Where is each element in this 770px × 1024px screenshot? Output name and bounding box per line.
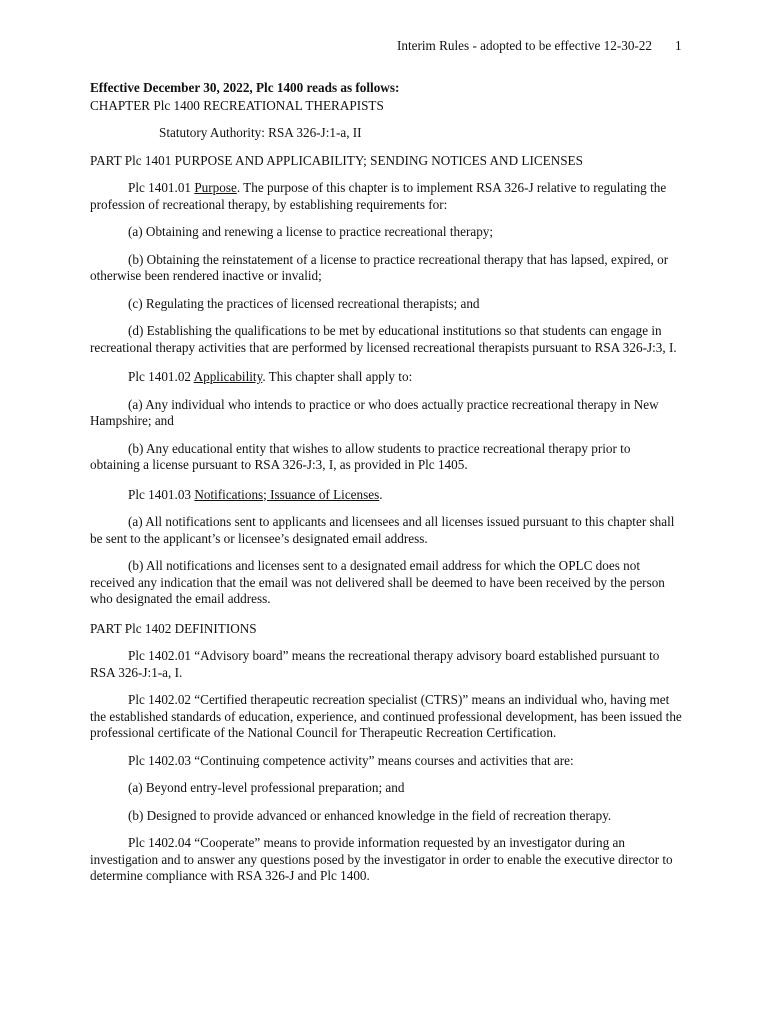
paragraph-1401-01-d: (d) Establishing the qualifications to be met by educational institutions so that students can engage in recreational therapy activities that are performed by licensed recreational therapists pursuant to RSA 326-J:3, I. <box>90 323 677 355</box>
effective-statement: Effective December 30, 2022, Plc 1400 reads as follows: <box>90 80 400 95</box>
paragraph-1401-03-a: (a) All notifications sent to applicants and licensees and all licenses issued pursuant to this chapter shall be sent to the applicant’s or licensee’s designated email address. <box>90 514 675 546</box>
section-text: . This chapter shall apply to: <box>262 369 413 384</box>
section-heading: Notifications; Issuance of Licenses <box>194 486 380 502</box>
paragraph-1401-01-c: (c) Regulating the practices of licensed recreational therapists; and <box>128 295 480 311</box>
section-1402-01: Plc 1402.01 “Advisory board” means the recreational therapy advisory board established pursuant to RSA 326-J:1-a, I. <box>90 648 660 680</box>
section-text: . <box>379 486 383 502</box>
section-heading: Purpose <box>194 180 237 195</box>
section-number: Plc 1401.02 <box>128 369 194 384</box>
section-heading: Applicability <box>193 369 263 384</box>
section-1402-04: Plc 1402.04 “Cooperate” means to provide information requested by an investigator during an investigation and to answer any questions posed by the investigator in order to enable the executive director to determine compliance with RSA 326-J and Plc 1400. <box>90 835 673 883</box>
header-text: Interim Rules - adopted to be effective 12-30-22 <box>397 38 652 53</box>
section-1401-03 <box>90 487 682 504</box>
section-1401-02 <box>90 369 682 386</box>
page-number: 1 <box>675 38 682 53</box>
paragraph-1401-03-b: (b) All notifications and licenses sent to a designated email address for which the OPLC does not received any indication that the email was not delivered shall be deemed to have been received by the person who designated the email address. <box>90 558 665 606</box>
part-1401-title: PART Plc 1401 PURPOSE AND APPLICABILITY; SENDING NOTICES AND LICENSES <box>90 152 583 168</box>
section-text: . The purpose of this chapter is to implement RSA 326-J relative to regulating the profession of recreational therapy, by establishing requirements for: <box>90 180 667 212</box>
chapter-title: CHAPTER Plc 1400 RECREATIONAL THERAPISTS <box>90 97 384 113</box>
paragraph-1401-02-b: (b) Any educational entity that wishes to allow students to practice recreational therapy prior to obtaining a license pursuant to RSA 326-J:3, I, as provided in Plc 1405. <box>90 440 631 472</box>
section-1402-03: Plc 1402.03 “Continuing competence activity” means courses and activities that are: <box>128 752 574 768</box>
running-header <box>0 38 770 56</box>
paragraph-1401-02-a: (a) Any individual who intends to practice or who does actually practice recreational therapy in New Hampshire; and <box>90 396 659 428</box>
section-1401-01 <box>90 180 682 213</box>
paragraph-1402-03-b: (b) Designed to provide advanced or enhanced knowledge in the field of recreation therapy. <box>128 807 612 823</box>
paragraph-1401-01-a: (a) Obtaining and renewing a license to practice recreational therapy; <box>128 224 494 239</box>
section-1402-02: Plc 1402.02 “Certified therapeutic recreation specialist (CTRS)” means an individual who, having met the established standards of education, experience, and continued professional development, has been issued the professional certificate of the National Council for Therapeutic Recreation Certification. <box>90 692 682 740</box>
paragraph-1401-01-b: (b) Obtaining the reinstatement of a license to practice recreational therapy that has lapsed, expired, or otherwise been rendered inactive or invalid; <box>90 251 669 283</box>
document-body <box>90 80 682 885</box>
statutory-authority: Statutory Authority: RSA 326-J:1-a, II <box>159 125 362 140</box>
section-number: Plc 1401.03 <box>128 486 195 502</box>
paragraph-1402-03-a: (a) Beyond entry-level professional preparation; and <box>128 780 405 795</box>
part-1402-title: PART Plc 1402 DEFINITIONS <box>90 620 257 636</box>
section-number: Plc 1401.01 <box>128 180 195 195</box>
